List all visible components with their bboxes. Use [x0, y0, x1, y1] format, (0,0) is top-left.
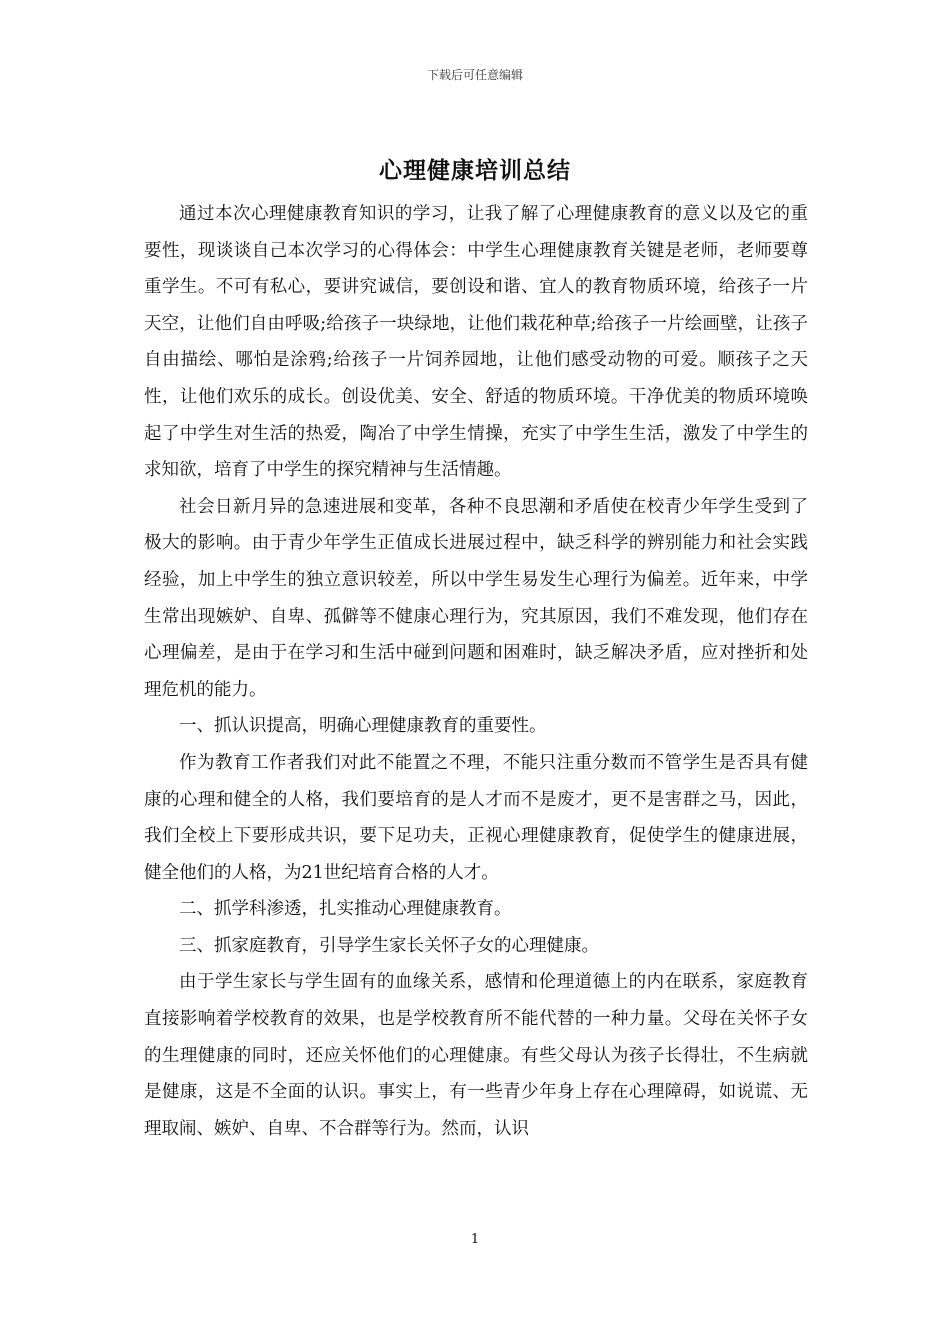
- section-heading-2: 二、抓学科渗透，扎实推动心理健康教育。: [179, 899, 512, 920]
- paragraph-2: 社会日新月异的急速进展和变革，各种不良思潮和矛盾使在校青少年学生受到了极大的影响。由于青少年学生正值成长进展过程中，缺乏科学的辨别能力和社会实践经验，加上中学生的独立意识较差，所以中学生易发生心理行为偏差。近年来，中学生常出现嫉妒、自卑、孤僻等不健康心理行为，究其原因，我们不难发现，他们存在心理偏差，是由于在学习和生活中碰到问题和困难时，缺乏解决矛盾，应对挫折和处理危机的能力。: [144, 496, 808, 700]
- page-number: 1: [470, 1232, 480, 1247]
- paragraph-3: 作为教育工作者我们对此不能置之不理，不能只注重分数而不管学生是否具有健康的心理和健全的人格，我们要培育的是人才而不是废才，更不是害群之马，因此，我们全校上下要形成共识，要下足功夫，正视心理健康教育，促使学生的健康进展，健全他们的人格，为21世纪培育合格的人才。: [144, 752, 808, 883]
- page-header: 下载后可任意编辑: [426, 68, 523, 82]
- section-heading-1: 一、抓认识提高，明确心理健康教育的重要性。: [179, 716, 547, 737]
- paragraph-1: 通过本次心理健康教育知识的学习，让我了解了心理健康教育的意义以及它的重要性，现谈谈自己本次学习的心得体会：中学生心理健康教育关键是老师，老师要尊重学生。不可有私心，要讲究诚信，要创设和谐、宜人的教育物质环境，给孩子一片天空，让他们自由呼吸;给孩子一块绿地，让他们栽花种草;给孩子一片绘画壁，让孩子自由描绘、哪怕是涂鸦;给孩子一片饲养园地，让他们感受动物的可爱。顺孩子之天性，让他们欢乐的成长。创设优美、安全、舒适的物质环境。干净优美的物质环境唤起了中学生对生活的热爱，陶冶了中学生情操，充实了中学生生活，激发了中学生的求知欲，培育了中学生的探究精神与生活情趣。: [144, 204, 808, 481]
- document-title: 心理健康培训总结: [379, 157, 571, 184]
- paragraph-4: 由于学生家长与学生固有的血缘关系，感情和伦理道德上的内在联系，家庭教育直接影响着学校教育的效果，也是学校教育所不能代替的一种力量。父母在关怀子女的生理健康的同时，还应关怀他们的心理健康。有些父母认为孩子长得壮，不生病就是健康，这是不全面的认识。事实上，有一些青少年身上存在心理障碍，如说谎、无理取闹、嫉妒、自卑、不合群等行为。然而，认识: [144, 972, 808, 1139]
- document-body: [144, 196, 808, 1147]
- section-heading-3: 三、抓家庭教育，引导学生家长关怀子女的心理健康。: [179, 935, 599, 956]
